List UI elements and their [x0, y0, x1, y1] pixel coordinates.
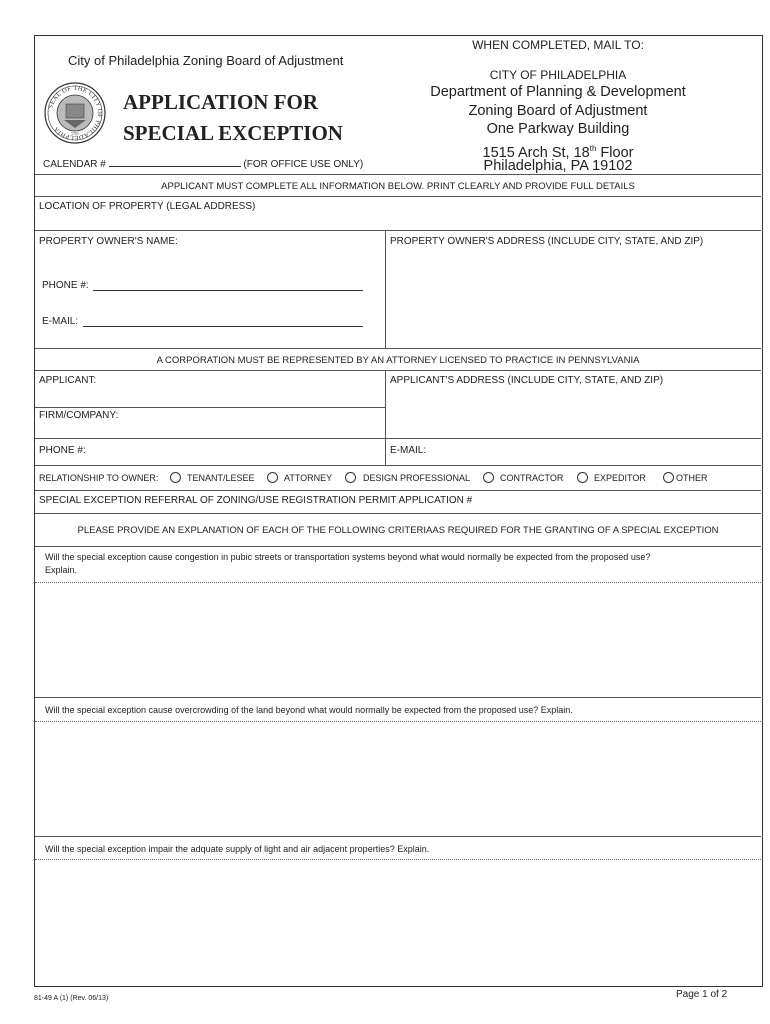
applicant-phone-field[interactable]: [35, 439, 385, 465]
question-1-line2: Explain.: [45, 565, 78, 575]
question-3: Will the special exception impair the adquate supply of light and air adjacent properties? Explain.: [45, 844, 430, 854]
question-1-line1: Will the special exception cause congestion in pubic streets or transportation systems beyond what would normally be expected from the proposed use?: [45, 552, 651, 562]
radio-design-professional[interactable]: [345, 472, 356, 483]
relationship-label: RELATIONSHIP TO OWNER:: [39, 473, 159, 483]
owner-name-field[interactable]: [35, 231, 385, 271]
owner-phone-line[interactable]: [93, 290, 363, 291]
owner-email-label: E-MAIL:: [42, 316, 79, 327]
radio-other[interactable]: [663, 472, 674, 483]
mail-department: Department of Planning & Development: [430, 84, 686, 100]
applicant-label: APPLICANT:: [39, 375, 97, 386]
option-contractor-label: CONTRACTOR: [500, 473, 564, 483]
referral-label: SPECIAL EXCEPTION REFERRAL OF ZONING/USE REGISTRATION PERMIT APPLICATION #: [39, 495, 473, 506]
radio-tenant[interactable]: [170, 472, 181, 483]
referral-permit-field[interactable]: [35, 491, 761, 513]
firm-company-label: FIRM/COMPANY:: [39, 410, 119, 421]
owner-phone-label: PHONE #:: [42, 280, 89, 291]
application-form: [34, 35, 763, 987]
owner-address-field[interactable]: [386, 231, 761, 348]
owner-address-label: PROPERTY OWNER'S ADDRESS (INCLUDE CITY, STATE, AND ZIP): [390, 236, 704, 247]
mail-city: CITY OF PHILADELPHIA: [489, 68, 627, 82]
mail-board: Zoning Board of Adjustment: [468, 103, 648, 119]
radio-contractor[interactable]: [483, 472, 494, 483]
radio-attorney[interactable]: [267, 472, 278, 483]
option-expeditor-label: EXPEDITOR: [594, 473, 646, 483]
mail-building: One Parkway Building: [486, 121, 630, 137]
form-title-line1: APPLICATION FOR: [123, 90, 319, 114]
board-title: City of Philadelphia Zoning Board of Adjustment: [68, 53, 344, 68]
city-seal-icon: [44, 82, 106, 144]
option-design-professional-label: DESIGN PROFESSIONAL: [363, 473, 471, 483]
applicant-address-label: APPLICANT'S ADDRESS (INCLUDE CITY, STATE, AND ZIP): [390, 375, 664, 386]
applicant-email-field[interactable]: [386, 439, 761, 465]
calendar-number-field[interactable]: [43, 157, 363, 171]
instructions: APPLICANT MUST COMPLETE ALL INFORMATION BELOW. PRINT CLEARLY AND PROVIDE FULL DETAILS: [161, 181, 635, 192]
mail-street: 1515 Arch St, 18th Floor: [482, 144, 634, 161]
answer-2-field[interactable]: [35, 722, 761, 836]
option-other-label: OTHER: [676, 473, 708, 483]
option-tenant-label: TENANT/LESEE: [187, 473, 255, 483]
applicant-address-field[interactable]: [386, 371, 761, 438]
applicant-email-label: E-MAIL:: [390, 445, 427, 456]
radio-expeditor[interactable]: [577, 472, 588, 483]
calendar-number-line[interactable]: [109, 157, 241, 167]
mail-to-heading: WHEN COMPLETED, MAIL TO:: [472, 38, 644, 52]
calendar-label: CALENDAR #: [43, 159, 106, 170]
option-attorney-label: ATTORNEY: [284, 473, 333, 483]
answer-1-field[interactable]: [35, 583, 761, 697]
seal-text: SEAL OF THE CITY OF PHILADELPHIA: [47, 84, 104, 142]
answer-3-field[interactable]: [35, 860, 761, 986]
page-number: Page 1 of 2: [676, 989, 728, 1000]
owner-name-label: PROPERTY OWNER'S NAME:: [39, 236, 178, 247]
form-title-line2: SPECIAL EXCEPTION: [123, 121, 343, 145]
mail-city-state: Philadelphia, PA 19102: [483, 158, 633, 174]
owner-email-line[interactable]: [83, 326, 363, 327]
applicant-field[interactable]: [35, 371, 385, 407]
applicant-phone-label: PHONE #:: [39, 445, 86, 456]
location-of-property-field[interactable]: [35, 197, 761, 230]
criteria-heading: PLEASE PROVIDE AN EXPLANATION OF EACH OF THE FOLLOWING CRITERIAAS REQUIRED FOR THE GRANTING OF A SPECIAL EXCEPTION: [77, 525, 719, 536]
firm-company-field[interactable]: [35, 408, 385, 438]
office-use-note: (FOR OFFICE USE ONLY): [243, 159, 364, 170]
seal-year: 1701: [71, 131, 79, 136]
corporation-notice: A CORPORATION MUST BE REPRESENTED BY AN ATTORNEY LICENSED TO PRACTICE IN PENNSYLVANIA: [156, 355, 640, 366]
form-number: 81-49 A (1) (Rev. 06/13): [34, 995, 109, 1002]
location-of-property-label: LOCATION OF PROPERTY (LEGAL ADDRESS): [39, 201, 256, 212]
question-2: Will the special exception cause overcrowding of the land beyond what would normally be expected from the proposed use? Explain.: [45, 705, 573, 715]
